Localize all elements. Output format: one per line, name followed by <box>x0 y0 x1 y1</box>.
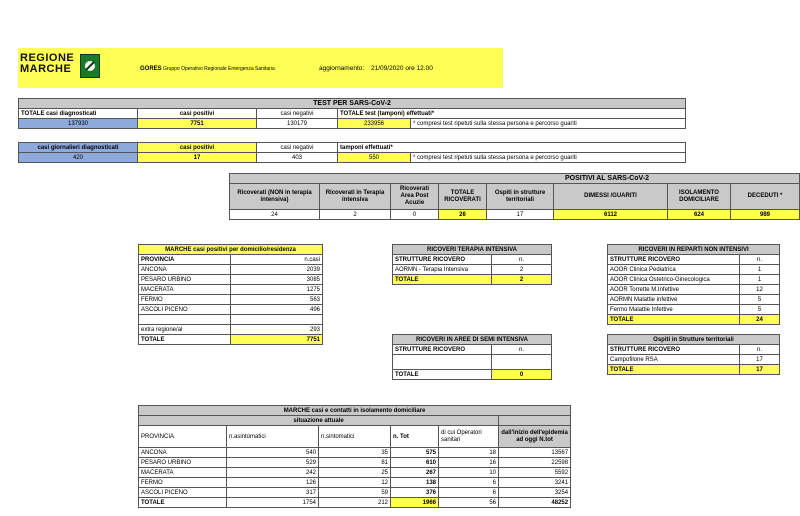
isolamento-header-provincia: PROVINCIA <box>139 426 227 448</box>
nonint-row-value: 1 <box>740 265 780 275</box>
province-extra-label: extra regione/al <box>139 325 231 335</box>
isolamento-total-tot: 1966 <box>391 498 439 508</box>
ti-row-value: 2 <box>492 265 552 275</box>
table-row <box>139 468 571 478</box>
isolamento-row-asin: 242 <box>227 468 319 478</box>
province-name: ASCOLI PICENO <box>139 305 231 315</box>
nonint-table <box>607 244 780 325</box>
province-header-casi: n.casi <box>231 255 323 265</box>
table-row <box>393 265 552 275</box>
logo-text-regione: REGIONE <box>20 52 75 64</box>
province-value: 1275 <box>231 285 323 295</box>
isolamento-row-sin: 25 <box>319 468 391 478</box>
semi-header-strutture: STRUTTURE RICOVERO <box>393 345 492 355</box>
semi-total-value: 0 <box>492 370 552 380</box>
ti-table <box>392 244 552 285</box>
nonint-row-name: Fermo Malattie Infettive <box>608 305 740 315</box>
test-value-positive: 7751 <box>138 119 257 129</box>
isolamento-row-tot: 267 <box>391 468 439 478</box>
isolamento-subtitle-spacer <box>499 416 571 426</box>
isolamento-row-name: ANCONA <box>139 448 227 458</box>
isolamento-row-tot: 138 <box>391 478 439 488</box>
table-row <box>139 478 571 488</box>
table-row <box>139 285 323 295</box>
table-row <box>608 355 780 365</box>
isolamento-total-inizio: 48252 <box>499 498 571 508</box>
province-value: 3085 <box>231 275 323 285</box>
isolamento-row-asin: 317 <box>227 488 319 498</box>
isolamento-row-tot: 575 <box>391 448 439 458</box>
province-value: 2039 <box>231 265 323 275</box>
ospiti-total-label: TOTALE <box>608 365 740 375</box>
isolamento-row-name: ASCOLI PICENO <box>139 488 227 498</box>
positivi-header-ricoverati: Ricoverati (NON in terapia intensiva) <box>230 184 320 210</box>
isolamento-header-tot: n. Tot <box>391 426 439 448</box>
isolamento-row-asin: 126 <box>227 478 319 488</box>
update-label: aggiornamento: <box>319 65 365 72</box>
nonint-row-name: AOOR Clinica Ostetrico-Ginecologica <box>608 275 740 285</box>
province-name: PESARO URBINO <box>139 275 231 285</box>
test-value-total: 137930 <box>19 119 138 129</box>
positivi-header-ti: Ricoverati in Terapia intensiva <box>320 184 391 210</box>
table-row <box>608 305 780 315</box>
semi-table <box>392 334 552 380</box>
isolamento-row-inizio: 3254 <box>499 488 571 498</box>
daily-table <box>18 142 686 163</box>
region-logo <box>20 53 100 83</box>
daily-header-total: casi giornalieri diagnosticati <box>19 143 138 153</box>
update-value: 21/09/2020 ore 12.00 <box>371 65 433 72</box>
province-name: ANCONA <box>139 265 231 275</box>
province-extra-value: 293 <box>231 325 323 335</box>
table-row <box>608 275 780 285</box>
positivi-table <box>229 173 800 220</box>
ospiti-table <box>607 334 780 375</box>
ospiti-header-strutture: STRUTTURE RICOVERO <box>608 345 740 355</box>
isolamento-row-sin: 59 <box>319 488 391 498</box>
isolamento-total-label: TOTALE <box>139 498 227 508</box>
positivi-header-deceduti: DECEDUTI * <box>731 184 800 210</box>
table-row <box>139 275 323 285</box>
isolamento-row-inizio: 5592 <box>499 468 571 478</box>
ti-total-value: 2 <box>492 275 552 285</box>
positivi-header-totale: TOTALE RICOVERATI <box>439 184 487 210</box>
nonint-row-name: AOOR Torrette M.Infettive <box>608 285 740 295</box>
positivi-header-post-acuzie: Ricoverati Area Post Acuzie <box>391 184 439 210</box>
ti-header-strutture: STRUTTURE RICOVERO <box>393 255 492 265</box>
daily-header-positive: casi positivi <box>138 143 257 153</box>
isolamento-row-name: FERMO <box>139 478 227 488</box>
table-row <box>139 488 571 498</box>
positivi-header-isolamento: ISOLAMENTO DOMICILIARE <box>668 184 731 210</box>
isolamento-row-op: 6 <box>439 478 499 488</box>
positivi-value-totale: 26 <box>439 210 487 220</box>
test-header-tests: TOTALE test (tamponi) effettuati* <box>338 109 686 119</box>
semi-total-label: TOTALE <box>393 370 492 380</box>
test-header-negative: casi negativi <box>257 109 338 119</box>
nonint-title: RICOVERI IN REPARTI NON INTENSIVI <box>608 245 780 255</box>
logo-emblem-icon <box>80 54 100 78</box>
semi-header-n: n. <box>492 345 552 355</box>
positivi-value-ti: 2 <box>320 210 391 220</box>
table-total-row <box>139 498 571 508</box>
isolamento-row-op: 6 <box>439 488 499 498</box>
province-name: MACERATA <box>139 285 231 295</box>
test-table <box>18 98 686 129</box>
isolamento-header-inizio: dall'inizio dell'epidemia ad oggi N.tot <box>499 426 571 448</box>
isolamento-total-asin: 1754 <box>227 498 319 508</box>
nonint-total-value: 24 <box>740 315 780 325</box>
nonint-row-name: AORMN Malattie infettive <box>608 295 740 305</box>
isolamento-subtitle: situazione attuale <box>139 416 499 426</box>
test-value-tests: 233956 <box>338 119 411 129</box>
test-header-total: TOTALE casi diagnosticati <box>19 109 138 119</box>
nonint-header-strutture: STRUTTURE RICOVERO <box>608 255 740 265</box>
table-row <box>139 265 323 275</box>
isolamento-row-inizio: 13567 <box>499 448 571 458</box>
isolamento-header-sintomatici: n.sintomatici <box>319 426 391 448</box>
isolamento-total-op: 56 <box>439 498 499 508</box>
test-header-positive: casi positivi <box>138 109 257 119</box>
nonint-row-name: AOOR Clinica Pediatrica <box>608 265 740 275</box>
isolamento-row-sin: 12 <box>319 478 391 488</box>
isolamento-table <box>138 405 571 508</box>
positivi-header-ospiti: Ospiti in strutture territoriali <box>487 184 554 210</box>
nonint-row-value: 12 <box>740 285 780 295</box>
gores-description: Gruppo Operativo Regionale Emergenza Sanitaria <box>163 66 275 72</box>
semi-empty-cell <box>393 355 492 370</box>
province-title: MARCHE casi positivi per domicilio/residenza <box>139 245 323 255</box>
isolamento-row-asin: 529 <box>227 458 319 468</box>
isolamento-row-op: 10 <box>439 468 499 478</box>
table-row <box>608 295 780 305</box>
ospiti-title: Ospiti in Strutture territoriali <box>608 335 780 345</box>
isolamento-row-inizio: 22598 <box>499 458 571 468</box>
ti-row-name: AORMN - Terapia Intensiva <box>393 265 492 275</box>
positivi-value-dimessi: 6112 <box>554 210 668 220</box>
province-name: FERMO <box>139 295 231 305</box>
province-empty-cell <box>231 315 323 325</box>
isolamento-row-sin: 35 <box>319 448 391 458</box>
province-value: 563 <box>231 295 323 305</box>
logo-text-marche: MARCHE <box>20 63 72 75</box>
gores-label: GORES <box>140 66 162 72</box>
semi-empty-cell <box>492 355 552 370</box>
nonint-header-n: n. <box>740 255 780 265</box>
isolamento-total-sin: 212 <box>319 498 391 508</box>
positivi-value-ospiti: 17 <box>487 210 554 220</box>
semi-title: RICOVERI IN AREE DI SEMI INTENSIVA <box>393 335 552 345</box>
province-total-label: TOTALE <box>139 335 231 345</box>
positivi-value-ricoverati: 24 <box>230 210 320 220</box>
nonint-row-value: 5 <box>740 295 780 305</box>
table-row <box>139 448 571 458</box>
isolamento-row-asin: 540 <box>227 448 319 458</box>
ospiti-row-value: 17 <box>740 355 780 365</box>
ospiti-total-value: 17 <box>740 365 780 375</box>
province-total-value: 7751 <box>231 335 323 345</box>
table-row <box>608 265 780 275</box>
positivi-value-isolamento: 624 <box>668 210 731 220</box>
isolamento-row-op: 16 <box>439 458 499 468</box>
province-value: 496 <box>231 305 323 315</box>
table-row <box>608 285 780 295</box>
table-row <box>139 458 571 468</box>
positivi-value-post-acuzie: 0 <box>391 210 439 220</box>
table-row <box>139 295 323 305</box>
test-title: TEST PER SARS-CoV-2 <box>19 99 686 109</box>
daily-value-total: 420 <box>19 153 138 163</box>
isolamento-row-op: 18 <box>439 448 499 458</box>
ti-total-label: TOTALE <box>393 275 492 285</box>
ospiti-row-name: Campofilone RSA <box>608 355 740 365</box>
isolamento-row-sin: 81 <box>319 458 391 468</box>
table-row <box>139 305 323 315</box>
daily-header-negative: casi negativi <box>257 143 338 153</box>
isolamento-row-tot: 610 <box>391 458 439 468</box>
isolamento-row-name: PESARO URBINO <box>139 458 227 468</box>
ti-title: RICOVERI TERAPIA INTENSIVA <box>393 245 552 255</box>
nonint-row-value: 1 <box>740 275 780 285</box>
isolamento-header-asintomatici: n.asintomatici <box>227 426 319 448</box>
nonint-row-value: 5 <box>740 305 780 315</box>
province-empty-cell <box>139 315 231 325</box>
province-table <box>138 244 323 345</box>
daily-value-tests: 550 <box>338 153 411 163</box>
daily-value-positive: 17 <box>138 153 257 163</box>
isolamento-row-inizio: 3241 <box>499 478 571 488</box>
isolamento-row-tot: 376 <box>391 488 439 498</box>
test-value-negative: 130179 <box>257 119 338 129</box>
positivi-header-dimessi: DIMESSI /GUARITI <box>554 184 668 210</box>
ospiti-header-n: n. <box>740 345 780 355</box>
ti-header-n: n. <box>492 255 552 265</box>
isolamento-row-name: MACERATA <box>139 468 227 478</box>
daily-value-negative: 403 <box>257 153 338 163</box>
isolamento-header-operatori: di cui Operatori sanitari <box>439 426 499 448</box>
positivi-title: POSITIVI AL SARS-CoV-2 <box>230 174 800 184</box>
daily-header-tests: tamponi effettuati* <box>338 143 686 153</box>
province-header-provincia: PROVINCIA <box>139 255 231 265</box>
positivi-value-deceduti: 989 <box>731 210 800 220</box>
test-note: * compresi test ripetuti sulla stessa persona e percorso guariti <box>411 119 686 129</box>
isolamento-title: MARCHE casi e contatti in isolamento domiciliare <box>139 406 571 416</box>
daily-note: * compresi test ripetuti sulla stessa persona e percorso guariti <box>411 153 686 163</box>
nonint-total-label: TOTALE <box>608 315 740 325</box>
